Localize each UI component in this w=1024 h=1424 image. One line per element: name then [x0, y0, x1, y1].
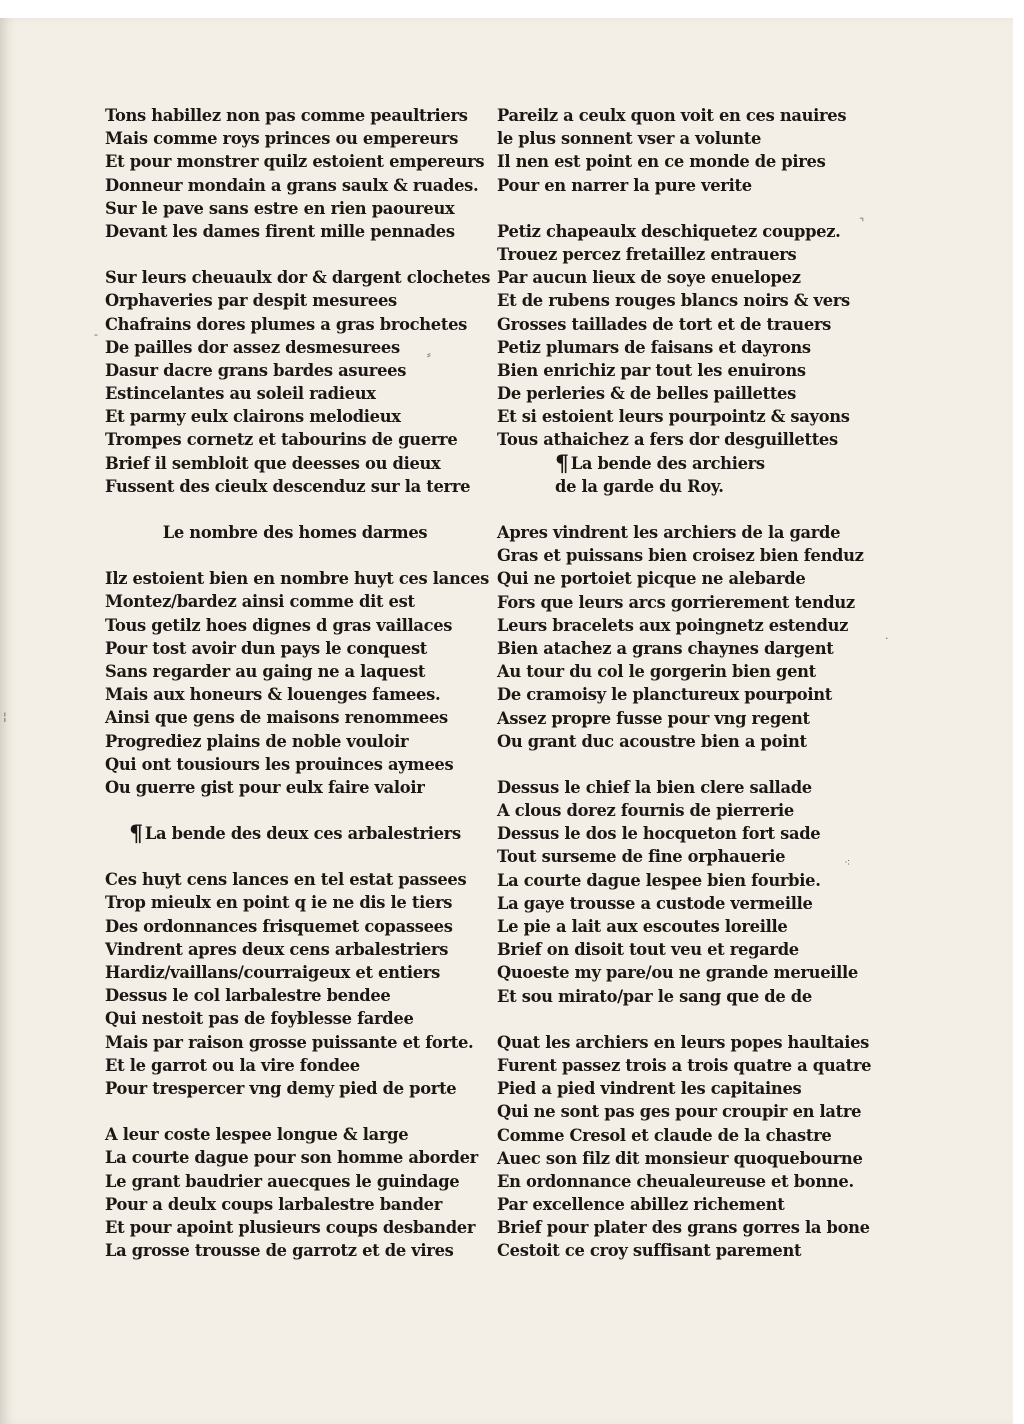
verse-line: Qui nestoit pas de foyblesse fardee	[105, 1009, 414, 1029]
verse-line: Pour en narrer la pure verite	[497, 175, 752, 195]
margin-mark-icon: ⌝	[859, 216, 865, 229]
section-heading-text: La bende des deux ces arbalestriers	[144, 824, 461, 844]
verse-line: Sur le pave sans estre en rien paoureux	[105, 198, 455, 218]
verse-line: En ordonnance cheualeureuse et bonne.	[497, 1171, 854, 1191]
stanza	[497, 104, 877, 197]
stanza	[497, 1031, 877, 1263]
stanza-gap	[497, 1008, 877, 1031]
verse-line: Hardiz/vaillans/courraigeux et entiers	[105, 963, 440, 982]
verse-line: La courte dague lespee bien fourbie.	[497, 870, 821, 890]
verse-line: Assez propre fusse pour vng regent	[497, 708, 810, 728]
verse-line: Brief il sembloit que deesses ou dieux	[105, 453, 441, 473]
verse-line: Et le garrot ou la vire fondee	[105, 1055, 360, 1075]
verse-line: Brief on disoit tout veu et regarde	[497, 940, 799, 960]
verse-line: De pailles dor assez desmesurees	[105, 337, 400, 357]
section-heading-continued: de la garde du Roy.	[555, 476, 724, 496]
verse-line: Mais comme roys princes ou empereurs	[105, 129, 459, 149]
verse-line: Il nen est point en ce monde de pires	[497, 152, 826, 172]
verse-line: Pareilz a ceulx quon voit en ces nauires	[497, 106, 847, 125]
verse-line: Petiz plumars de faisans et dayrons	[497, 337, 811, 357]
verse-line: Tons habillez non pas comme peaultriers	[105, 106, 468, 125]
stanza	[497, 776, 877, 1008]
margin-mark-icon: ⸗	[427, 348, 431, 361]
verse-line: Et sou mirato/par le sang que de de	[497, 986, 812, 1006]
verse-line: Petiz chapeaulx deschiquetez couppez.	[497, 221, 841, 241]
verse-line: Mais aux honeurs & louenges famees.	[105, 685, 441, 705]
stanza-gap	[105, 498, 485, 521]
verse-line: Vindrent apres deux cens arbalestriers	[105, 939, 449, 959]
verse-line: Pour tost avoir dun pays le conquest	[105, 638, 428, 658]
pilcrow-icon: ¶	[129, 821, 143, 848]
verse-line: Par excellence abillez richement	[497, 1195, 785, 1215]
stanza-gap	[105, 243, 485, 266]
verse-line: Qui ne portoiet picque ne alebarde	[497, 569, 806, 589]
verse-line: Le grant baudrier auecques le guindage	[105, 1171, 460, 1191]
verse-line: Trouez percez fretaillez entrauers	[497, 244, 797, 264]
verse-line: Ou guerre gist pour eulx faire valoir	[105, 777, 425, 797]
verse-line: Qui ne sont pas ges pour croupir en latre	[497, 1102, 862, 1122]
stanza	[105, 104, 485, 243]
verse-line: A clous dorez fournis de pierrerie	[497, 801, 794, 821]
verse-line: De cramoisy le planctureux pourpoint	[497, 685, 832, 705]
stanza-gap	[497, 753, 877, 776]
stanza	[105, 1123, 485, 1262]
verse-line: Et pour apoint plusieurs coups desbander	[105, 1217, 476, 1237]
pilcrow-icon: ¶	[555, 450, 569, 477]
verse-line: Tous getilz hoes dignes d gras vaillaces	[105, 615, 453, 635]
verse-line: La grosse trousse de garrotz et de vires	[105, 1241, 454, 1261]
verse-line: La gaye trousse a custode vermeille	[497, 893, 813, 913]
verse-line: Pour trespercer vng demy pied de porte	[105, 1078, 457, 1098]
stanza-gap	[497, 197, 877, 220]
verse-line: Estincelantes au soleil radieux	[105, 384, 376, 404]
book-page	[0, 18, 1013, 1424]
verse-line: Furent passez trois a trois quatre a quatre	[497, 1055, 872, 1075]
stanza	[497, 220, 877, 452]
verse-line: Tous athaichez a fers dor desguillettes	[497, 430, 838, 450]
verse-line: Apres vindrent les archiers de la garde	[497, 523, 841, 542]
verse-line: Gras et puissans bien croisez bien fenduz	[497, 546, 864, 566]
stanza-gap	[497, 498, 877, 521]
verse-line: Et pour monstrer quilz estoient empereurs	[105, 152, 485, 172]
stanza	[105, 567, 489, 799]
verse-line: Pour a deulx coups larbalestre bander	[105, 1194, 443, 1214]
section-heading	[497, 452, 877, 475]
margin-mark-icon: -	[94, 328, 98, 341]
verse-line: Par aucun lieux de soye enuelopez	[497, 268, 801, 288]
stanza-gap	[105, 544, 485, 567]
stanza	[497, 521, 877, 753]
verse-line: Bien enrichiz par tout les enuirons	[497, 360, 806, 380]
verse-line: Fussent des cieulx descenduz sur la terre	[105, 476, 471, 496]
stanza-gap	[105, 799, 485, 822]
verse-line: Pied a pied vindrent les capitaines	[497, 1079, 802, 1099]
verse-line: Des ordonnances frisquemet copassees	[105, 916, 453, 936]
verse-line: Chafrains dores plumes a gras brochetes	[105, 314, 468, 334]
margin-mark-icon: ·	[885, 632, 889, 645]
verse-line: Cestoit ce croy suffisant parement	[497, 1241, 802, 1261]
left-text-column	[105, 104, 491, 1262]
verse-line: Le pie a lait aux escoutes loreille	[497, 917, 788, 936]
verse-line: Dessus le dos le hocqueton fort sade	[497, 824, 821, 844]
verse-line: Quat les archiers en leurs popes haultaies	[497, 1032, 870, 1052]
stanza	[105, 266, 491, 498]
verse-line: A leur coste lespee longue & large	[105, 1125, 409, 1145]
verse-line: Au tour du col le gorgerin bien gent	[497, 662, 816, 682]
verse-line: Montez/bardez ainsi comme dit est	[105, 592, 415, 612]
margin-mark-icon: ¦	[3, 710, 7, 723]
verse-line: Ou grant duc acoustre bien a point	[497, 731, 807, 751]
stanza-gap	[105, 1100, 485, 1123]
verse-line: Auec son filz dit monsieur quoquebourne	[497, 1148, 863, 1168]
section-heading	[105, 821, 485, 848]
verse-line: Progrediez plains de noble vouloir	[105, 731, 409, 751]
verse-line: Qui ont tousiours les prouinces aymees	[105, 754, 454, 774]
verse-line: Ces huyt cens lances en tel estat passees	[105, 870, 467, 890]
verse-line: Bien atachez a grans chaynes dargent	[497, 638, 834, 658]
verse-line: Tout surseme de fine orphauerie	[497, 847, 786, 867]
right-text-column	[497, 104, 877, 1263]
verse-line: Trop mieulx en point q ie ne dis le tiers	[105, 893, 453, 913]
verse-line: Et parmy eulx clairons melodieux	[105, 407, 401, 427]
verse-line: Ainsi que gens de maisons renommees	[105, 708, 448, 728]
verse-line: Dasur dacre grans bardes asurees	[105, 360, 407, 380]
margin-mark-icon: ⁖	[844, 856, 851, 869]
verse-line: Donneur mondain a grans saulx & ruades.	[105, 175, 479, 195]
verse-line: Dessus le chief la bien clere sallade	[497, 777, 812, 797]
verse-line: Ilz estoient bien en nombre huyt ces lances	[105, 569, 489, 589]
verse-line: Sans regarder au gaing ne a laquest	[105, 661, 426, 681]
verse-line: La courte dague pour son homme aborder	[105, 1148, 478, 1168]
verse-line: Sur leurs cheuaulx dor & dargent clochetes	[105, 268, 491, 288]
verse-line: De perleries & de belles paillettes	[497, 384, 796, 404]
stanza-gap	[105, 845, 485, 868]
verse-line: Brief pour plater des grans gorres la bone	[497, 1218, 870, 1238]
section-heading-text: La bende des archiers	[570, 453, 765, 473]
verse-line: Orphaveries par despit mesurees	[105, 291, 397, 311]
verse-line: Et de rubens rouges blancs noirs & vers	[497, 291, 850, 311]
verse-line: Devant les dames firent mille pennades	[105, 221, 455, 241]
verse-line: Trompes cornetz et tabourins de guerre	[105, 430, 458, 450]
verse-line: Leurs bracelets aux poingnetz estenduz	[497, 615, 849, 635]
stanza	[105, 868, 485, 1100]
verse-line: Quoeste my pare/ou ne grande merueille	[497, 963, 858, 983]
verse-line: Et si estoient leurs pourpointz & sayons	[497, 407, 850, 427]
verse-line: Mais par raison grosse puissante et forte.	[105, 1032, 474, 1052]
verse-line: le plus sonnent vser a volunte	[497, 129, 762, 149]
verse-line: Comme Cresol et claude de la chastre	[497, 1125, 832, 1145]
verse-line: Grosses taillades de tort et de trauers	[497, 314, 832, 334]
verse-line: Fors que leurs arcs gorrierement tenduz	[497, 592, 855, 612]
section-heading: Le nombre des homes darmes	[162, 523, 428, 542]
verse-line: Dessus le col larbalestre bendee	[105, 986, 391, 1006]
